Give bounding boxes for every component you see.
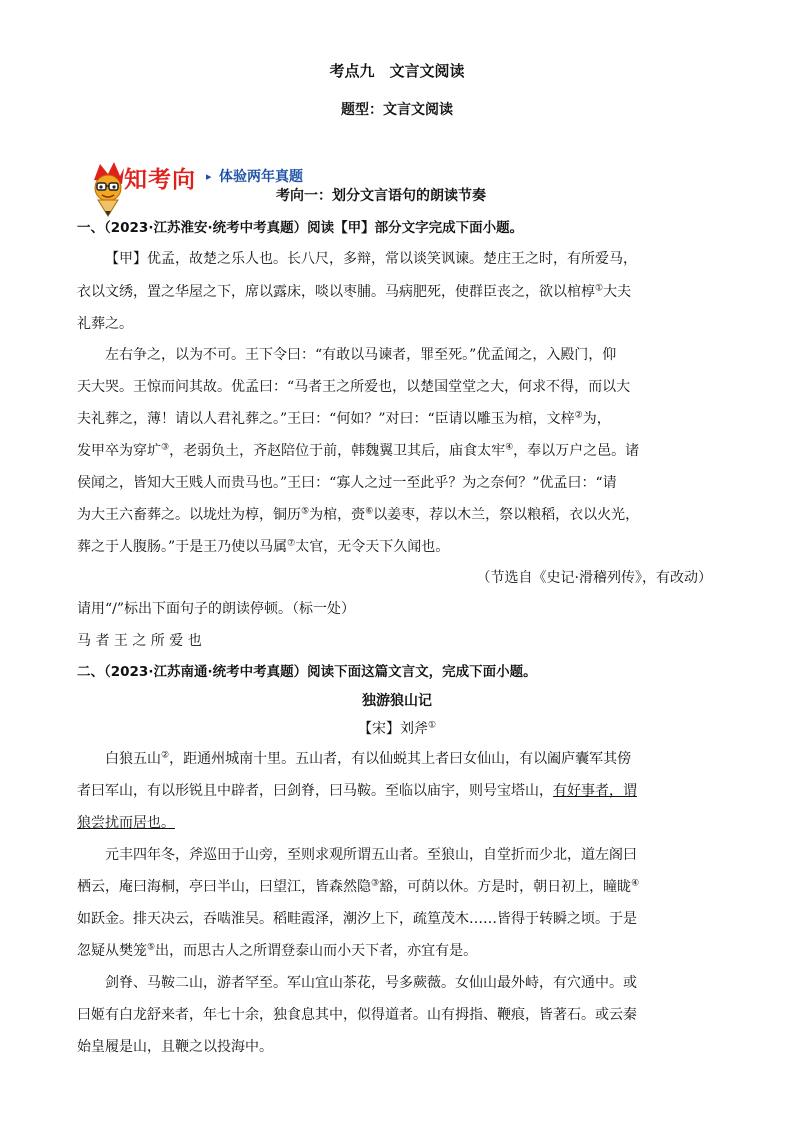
text-line: 衣以文绣，置之华屋之下，席以露床，啖以枣脯。马病肥死，使群臣丧之，欲以棺椁①大夫 xyxy=(77,283,632,300)
banner-main-text: 知考向 xyxy=(124,167,196,193)
footnote-marker: ① xyxy=(595,283,604,294)
essay-author: 【宋】刘斧① xyxy=(357,720,437,737)
text-line: 如跃金。排天决云，吞啮淮吴。稻畦霞泽，潮汐上下，疏篁茂木……皆得于转瞬之顷。于是 xyxy=(77,911,637,927)
footnote-marker: ③ xyxy=(371,878,380,889)
footnote-marker: ② xyxy=(161,750,170,761)
page-title: 考点九 文言文阅读 xyxy=(329,62,465,80)
text-line: 忽疑从樊笼⑤出，而思古人之所谓登泰山而小天下者，亦宜有是。 xyxy=(77,942,478,959)
question-1-sentence[interactable]: 马 者 王 之 所 爱 也 xyxy=(77,633,202,649)
text-line: 剑脊、马鞍二山，游者罕至。军山宜山茶花，号多蕨薇。女仙山最外峙，有穴通中。或 xyxy=(105,975,637,991)
footnote-marker: ④ xyxy=(631,878,640,889)
underlined-text: 狼尝扰而居也。 xyxy=(77,815,175,831)
footnote-marker: ② xyxy=(574,410,583,421)
source-citation: （节选自《史记·滑稽列传》，有改动） xyxy=(476,570,712,586)
footnote-marker: ⑤ xyxy=(301,506,310,517)
page-subtitle: 题型：文言文阅读 xyxy=(341,102,453,118)
text-line: 者曰军山，有以形锐且中辟者，曰剑脊，曰马鞍。至临以庙宇，则号宝塔山，有好事者，谓 xyxy=(77,783,637,799)
text-line: 侯闻之，皆知大王贱人而贵马也。”王曰：“寡人之过一至此乎？为之奈何？”优孟曰：“请 xyxy=(77,475,617,491)
footnote-marker: ① xyxy=(427,720,437,731)
text-line: 夫礼葬之，薄！请以人君礼葬之。”王曰：“何如？”对曰：“臣请以雕玉为棺，文梓②为， xyxy=(77,410,611,427)
text-line: 葬之于人腹肠。”于是王乃使以马属⑦太官，无令天下久闻也。 xyxy=(77,538,450,555)
banner-sub-text: 体验两年真题 xyxy=(219,169,303,185)
text-line: 左右争之，以为不可。王下令曰：“有敢以马谏者，罪至死。”优孟闻之，入殿门，仰 xyxy=(105,347,617,363)
footnote-marker: ③ xyxy=(161,442,170,453)
text-line: 栖云，庵曰海桐，亭曰半山，曰望江，皆森然隐③豁，可荫以休。方是时，朝日初上，瞳眬④ xyxy=(77,878,640,895)
text-line: 为大王六畜葬之。以垅灶为椁，铜历⑤为棺，赍⑥以姜枣，荐以木兰，祭以粮稻，衣以火光， xyxy=(77,506,640,523)
text-line: 【甲】优孟，故楚之乐人也。长八尺，多辩，常以谈笑讽谏。楚庄王之时，有所爱马， xyxy=(105,251,637,267)
footnote-marker: ⑤ xyxy=(147,942,156,953)
direction-title: 考向一：划分文言语句的朗读节奏 xyxy=(276,188,486,204)
footnote-marker: ⑥ xyxy=(365,506,374,517)
footnote-marker: ⑦ xyxy=(287,538,296,549)
banner-arrow-icon: ▸ xyxy=(206,170,212,183)
text-line: 曰姬有白龙舒来者，年七十余，独食息其中，似得道者。山有拇指、鞭痕，皆著石。或云秦 xyxy=(77,1007,637,1023)
text-line: 白狼五山②，距通州城南十里。五山者，有以仙蜕其上者曰女仙山，有以阖庐囊军其傍 xyxy=(105,750,632,767)
footnote-marker: ④ xyxy=(505,442,514,453)
text-line: 礼葬之。 xyxy=(77,316,133,332)
essay-title: 独游狼山记 xyxy=(362,693,432,709)
underlined-text: 有好事者，谓 xyxy=(553,783,637,799)
question-1-instruction: 请用“/”标出下面句子的朗读停顿。（标一处） xyxy=(77,601,356,617)
text-line: 发甲卒为穿圹③，老弱负土，齐赵陪位于前，韩魏翼卫其后，庙食太牢④，奉以万户之邑。诸 xyxy=(77,442,640,459)
question-1-heading: 一、（2023·江苏淮安·统考中考真题）阅读【甲】部分文字完成下面小题。 xyxy=(77,220,524,236)
question-2-heading: 二、（2023·江苏南通·统考中考真题）阅读下面这篇文言文，完成下面小题。 xyxy=(77,664,537,680)
text-line: 元丰四年冬，斧巡田于山旁，至则求观所谓五山者。至狼山，自堂折而少北，道左阁曰 xyxy=(105,847,637,863)
text-line: 天大哭。王惊而问其故。优孟曰：“马者王之所爱也，以楚国堂堂之大，何求不得，而以大 xyxy=(77,379,631,395)
text-line: 始皇履是山，且鞭之以投海中。 xyxy=(77,1039,273,1055)
